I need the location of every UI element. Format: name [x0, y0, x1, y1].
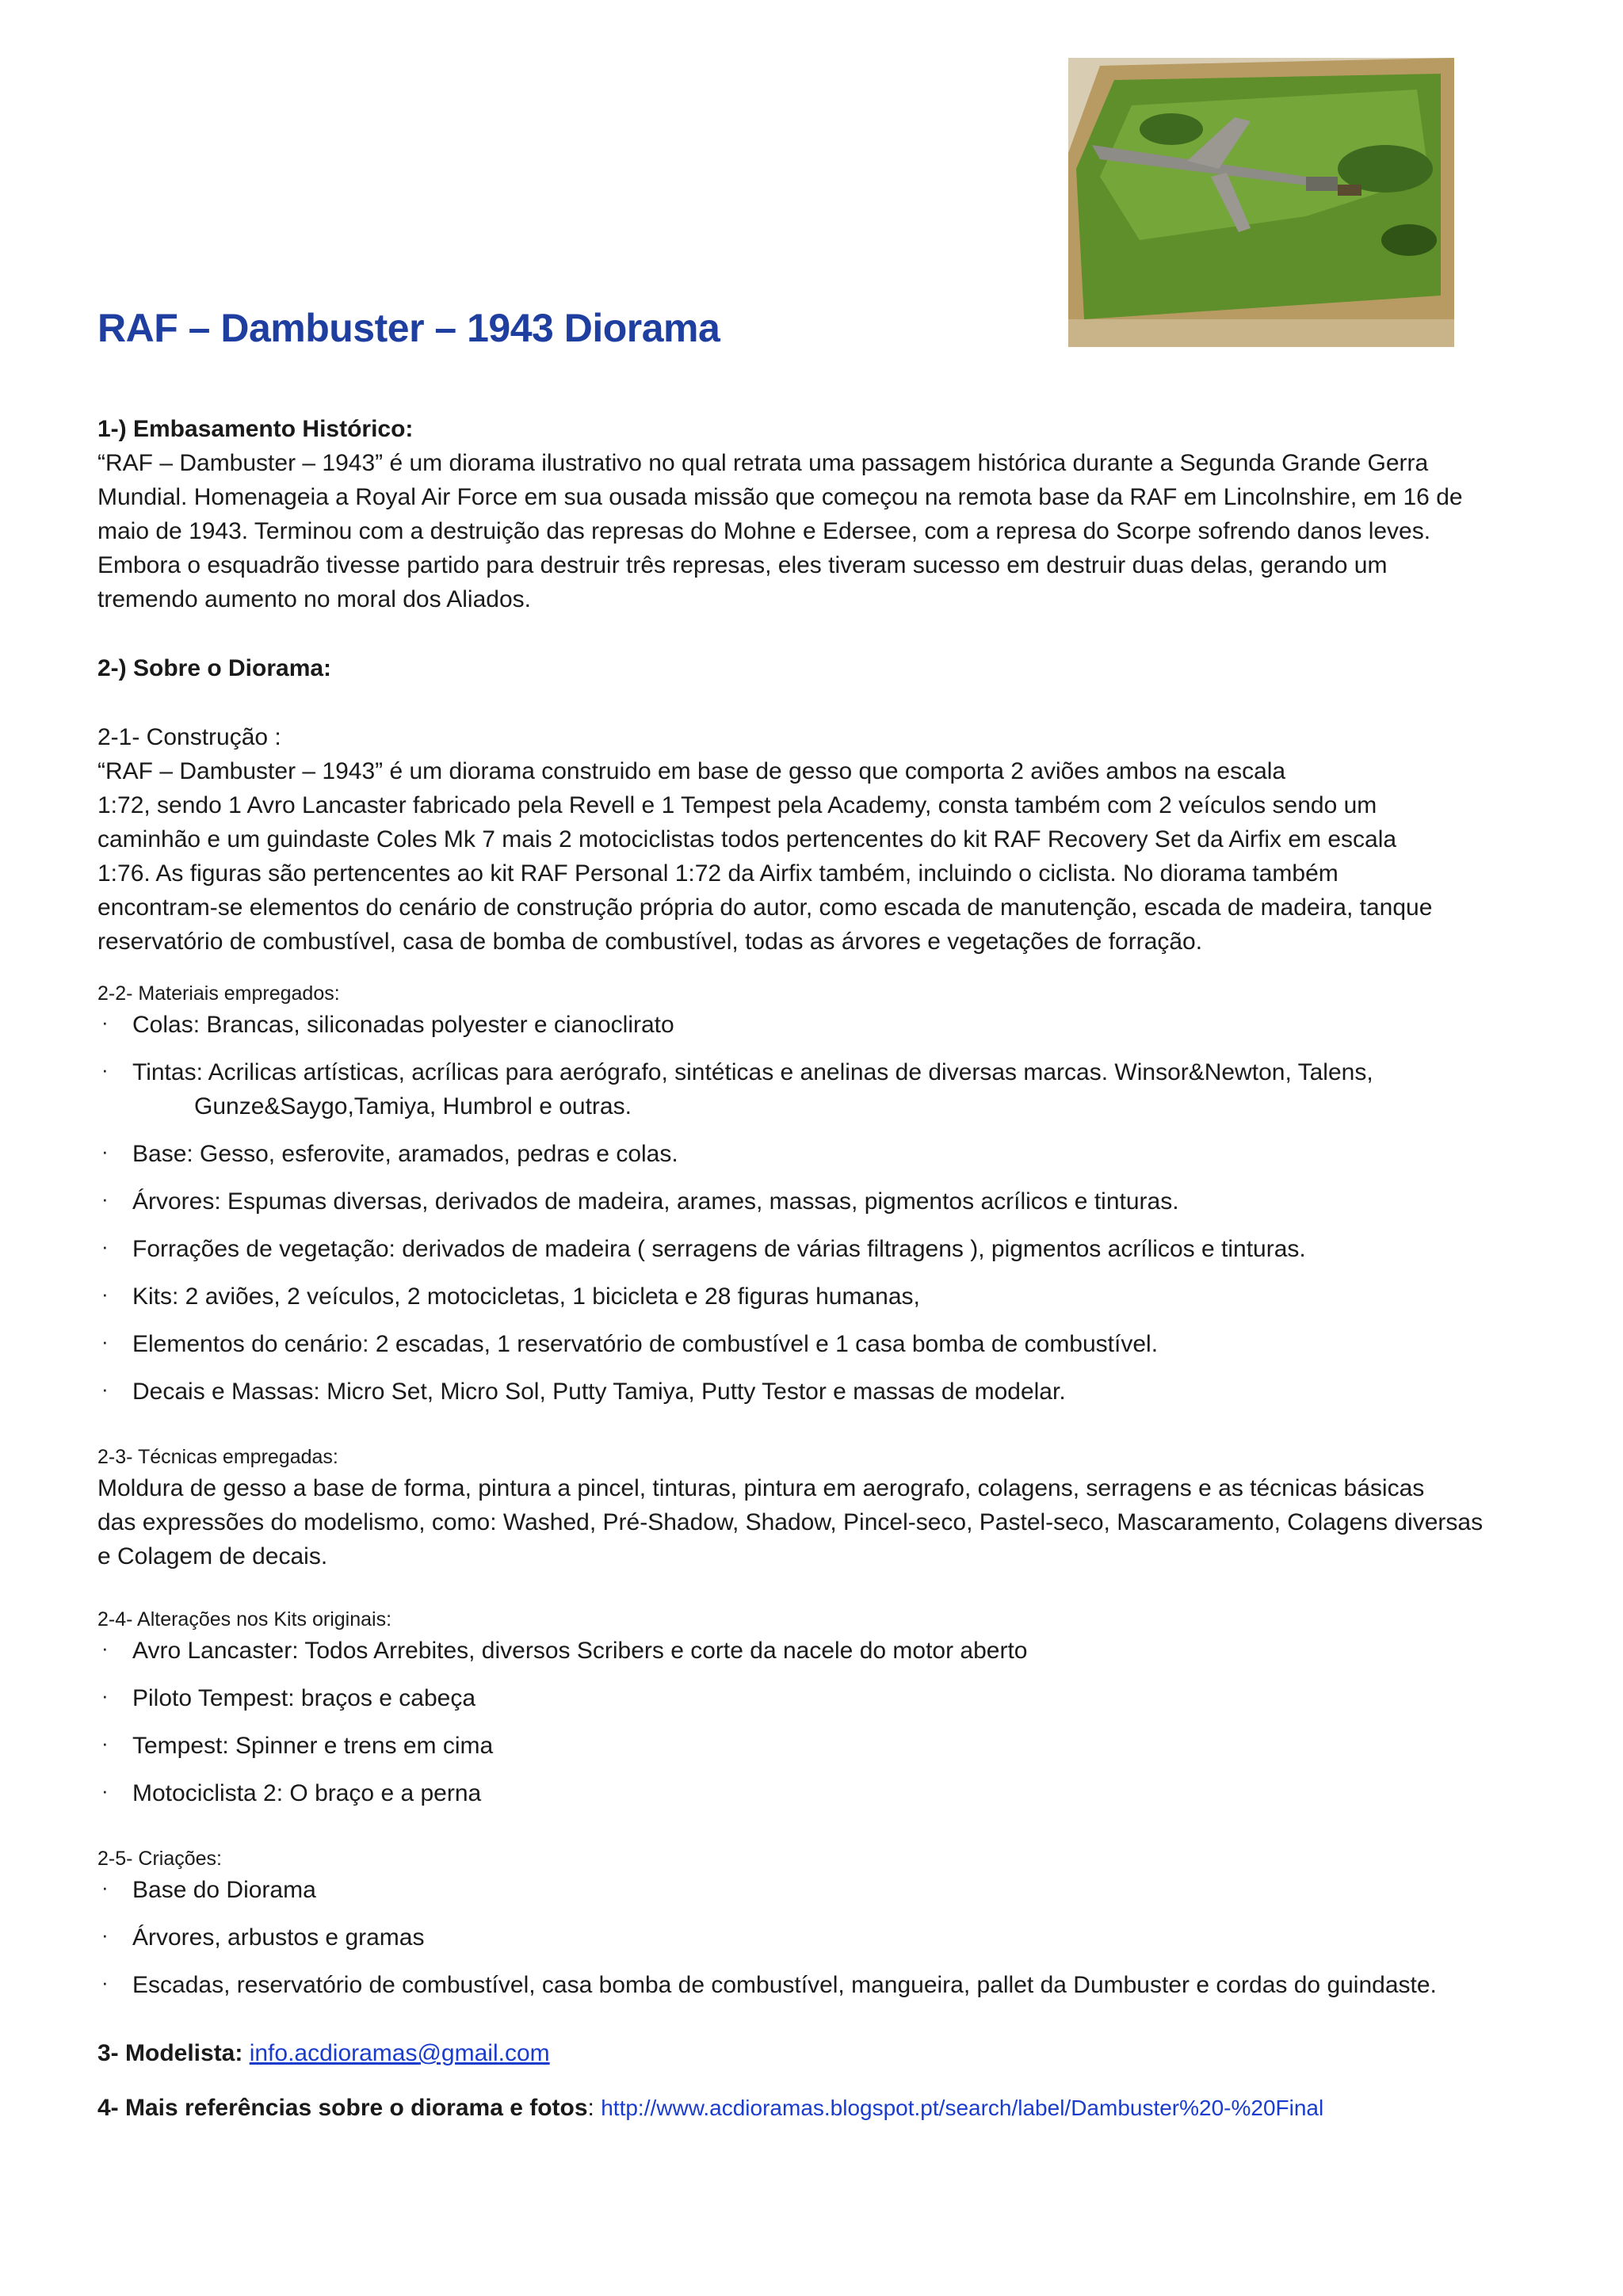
paragraph-line: “RAF – Dambuster – 1943” é um diorama ilustrativo no qual retrata uma passagem histórica durante a Segunda Grande Gerra — [97, 450, 1429, 476]
list-item: · Base: Gesso, esferovite, aramados, pedras e colas. — [97, 1137, 1532, 1171]
bullet-icon: · — [101, 1329, 109, 1353]
modelista-line: 3- Modelista: info.acdioramas@gmail.com — [97, 2040, 550, 2066]
list-item: · Kits: 2 aviões, 2 veículos, 2 motocicletas, 1 bicicleta e 28 figuras humanas, — [97, 1280, 1532, 1314]
list-item: · Base do Diorama — [97, 1873, 1532, 1907]
subsection-heading-materiais: 2-2- Materiais empregados: — [97, 982, 340, 1005]
paragraph-line: “RAF – Dambuster – 1943” é um diorama construido em base de gesso que comporta 2 aviões ambos na escala — [97, 758, 1286, 784]
list-item: · Árvores: Espumas diversas, derivados de madeira, arames, massas, pigmentos acrílicos e tinturas. — [97, 1184, 1532, 1219]
bullet-icon: · — [101, 1636, 109, 1660]
alteracoes-list — [97, 1634, 1532, 1810]
document-body — [97, 412, 1532, 2125]
paragraph-line: Mundial. Homenageia a Royal Air Force em sua ousada missão que começou na remota base da RAF em Lincolnshire, em 16 de — [97, 484, 1463, 510]
list-item: · Piloto Tempest: braços e cabeça — [97, 1681, 1532, 1715]
list-item: · Tempest: Spinner e trens em cima — [97, 1729, 1532, 1763]
paragraph-line: reservatório de combustível, casa de bomba de combustível, todas as árvores e vegetações de forração. — [97, 929, 1203, 955]
subsection-heading-criacoes: 2-5- Criações: — [97, 1848, 222, 1870]
materiais-list — [97, 1008, 1532, 1409]
list-item: · Árvores, arbustos e gramas — [97, 1920, 1532, 1955]
bullet-icon: · — [101, 1377, 109, 1401]
list-item: · Elementos do cenário: 2 escadas, 1 reservatório de combustível e 1 casa bomba de combustível. — [97, 1327, 1532, 1361]
bullet-icon: · — [101, 1779, 109, 1802]
diorama-photo-image — [1068, 58, 1454, 347]
email-link[interactable]: info.acdioramas@gmail.com — [249, 2040, 550, 2066]
list-item: · Decais e Massas: Micro Set, Micro Sol, Putty Tamiya, Putty Testor e massas de modelar. — [97, 1375, 1532, 1409]
list-item: · Avro Lancaster: Todos Arrebites, diversos Scribers e corte da nacele do motor aberto — [97, 1634, 1532, 1668]
bullet-icon: · — [101, 1923, 109, 1947]
subsection-heading-construcao: 2-1- Construção : — [97, 724, 281, 750]
list-item: · Colas: Brancas, siliconadas polyester e cianoclirato — [97, 1008, 1532, 1042]
paragraph-line: e Colagem de decais. — [97, 1543, 328, 1569]
bullet-icon: · — [101, 1139, 109, 1163]
bullet-icon: · — [101, 1234, 109, 1258]
paragraph-line: Moldura de gesso a base de forma, pintura a pincel, tinturas, pintura em aerografo, colagens, serragens e as técnicas básicas — [97, 1475, 1425, 1501]
bullet-icon: · — [101, 1731, 109, 1755]
list-item: · Forrações de vegetação: derivados de madeira ( serragens de várias filtragens ), pigmentos acrílicos e tinturas. — [97, 1232, 1532, 1266]
criacoes-list — [97, 1873, 1532, 2002]
paragraph-line: Embora o esquadrão tivesse partido para destruir três represas, eles tiveram sucesso em destruir duas delas, gerando um — [97, 552, 1388, 578]
bullet-icon: · — [101, 1970, 109, 1994]
subsection-heading-alteracoes: 2-4- Alterações nos Kits originais: — [97, 1608, 392, 1630]
bullet-icon: · — [101, 1282, 109, 1306]
paragraph-line: tremendo aumento no moral dos Aliados. — [97, 586, 531, 612]
list-item: · Motociclista 2: O braço e a perna — [97, 1776, 1532, 1810]
blog-url-link[interactable]: http://www.acdioramas.blogspot.pt/search/label/Dambuster%20-%20Final — [601, 2096, 1324, 2120]
list-item: · Escadas, reservatório de combustível, casa bomba de combustível, mangueira, pallet da Dumbuster e cordas do guindaste. — [97, 1968, 1532, 2002]
paragraph-line: caminhão e um guindaste Coles Mk 7 mais 2 motociclistas todos pertencentes do kit RAF Recovery Set da Airfix em escala — [97, 826, 1397, 852]
bullet-icon: · — [101, 1684, 109, 1707]
page-title: RAF – Dambuster – 1943 Diorama — [97, 306, 720, 350]
bullet-icon: · — [101, 1010, 109, 1034]
paragraph-line: encontram-se elementos do cenário de construção própria do autor, como escada de manutenção, escada de madeira, tanque — [97, 894, 1433, 921]
paragraph-line: maio de 1943. Terminou com a destruição das represas do Mohne e Edersee, com a represa do Scorpe sofrendo danos leves. — [97, 518, 1431, 544]
subsection-heading-tecnicas: 2-3- Técnicas empregadas: — [97, 1446, 338, 1468]
diorama-photo — [1068, 58, 1454, 347]
bullet-icon: · — [101, 1187, 109, 1211]
paragraph-line: 1:72, sendo 1 Avro Lancaster fabricado pela Revell e 1 Tempest pela Academy, consta também com 2 veículos sendo um — [97, 792, 1377, 818]
paragraph-line: das expressões do modelismo, como: Washed, Pré-Shadow, Shadow, Pincel-seco, Pastel-seco, Mascaramento, Colagens diversas — [97, 1509, 1484, 1535]
bullet-icon: · — [101, 1058, 109, 1081]
paragraph-line: 1:76. As figuras são pertencentes ao kit RAF Personal 1:72 da Airfix também, incluindo o ciclista. No diorama também — [97, 860, 1338, 887]
referencias-line: 4- Mais referências sobre o diorama e fotos: http://www.acdioramas.blogspot.pt/search/label/Dambuster%20-%20Final — [97, 2095, 1324, 2121]
list-item: · Tintas: Acrilicas artísticas, acrílicas para aerógrafo, sintéticas e anelinas de diversas marcas. Winsor&Newton, Talens, Gunze&Saygo,Tamiya, Humbrol e outras. — [97, 1055, 1532, 1123]
section-heading-historico: 1-) Embasamento Histórico: — [97, 416, 414, 442]
bullet-icon: · — [101, 1875, 109, 1899]
section-heading-sobre: 2-) Sobre o Diorama: — [97, 655, 332, 681]
